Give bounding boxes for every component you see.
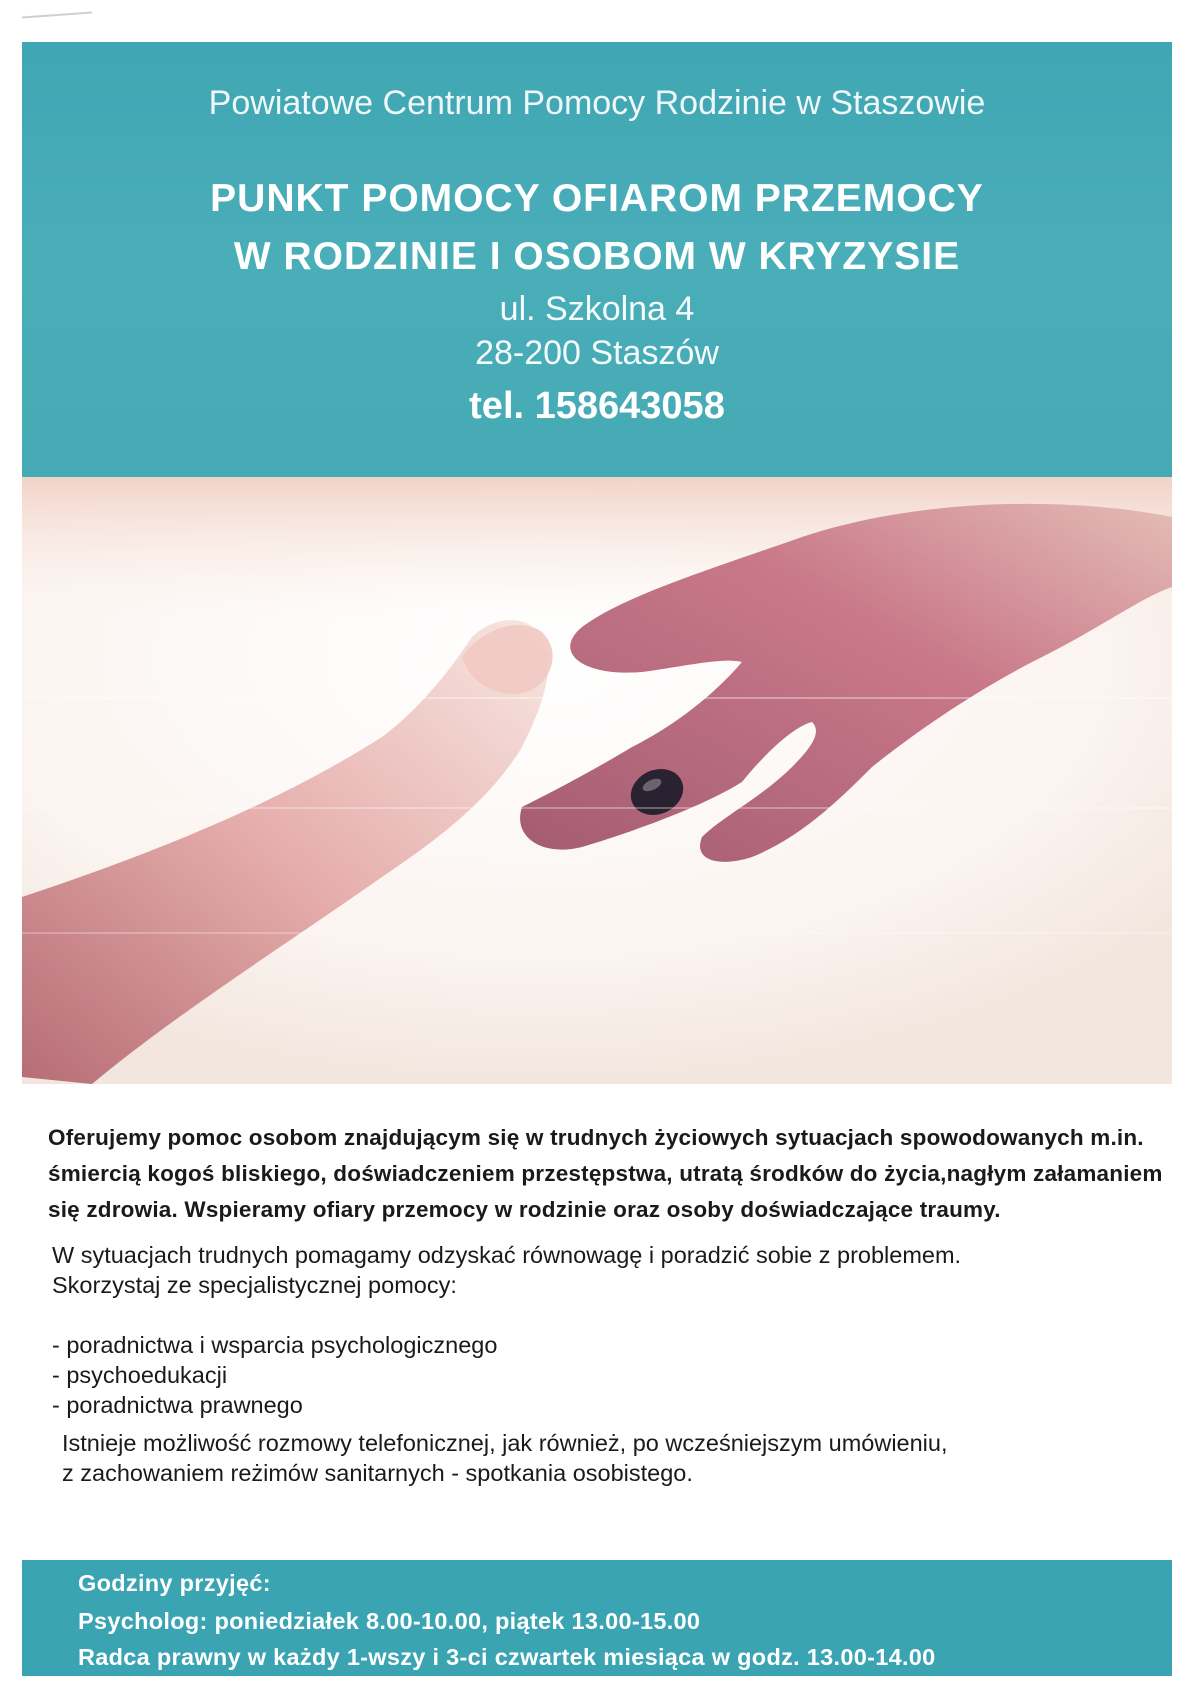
closing-line-1: Istnieje możliwość rozmowy telefonicznej, jak również, po wcześniejszym umówieniu,: [62, 1430, 948, 1456]
scan-mark: [22, 12, 92, 19]
lawyer-hours: Radca prawny w każdy 1-wszy i 3-ci czwartek miesiąca w godz. 13.00-14.00: [78, 1644, 936, 1670]
closing-line-2: z zachowaniem reżimów sanitarnych - spotkania osobistego.: [62, 1460, 693, 1486]
list-item: - poradnictwa i wsparcia psychologicznego: [52, 1332, 498, 1358]
list-item: - psychoedukacji: [52, 1362, 228, 1388]
address-city: 28-200 Staszów: [475, 334, 719, 372]
list-item: - poradnictwa prawnego: [52, 1392, 303, 1418]
psychologist-hours: Psycholog: poniedziałek 8.00-10.00, piątek 13.00-15.00: [78, 1608, 701, 1634]
address-street: ul. Szkolna 4: [499, 290, 695, 328]
description-section: [48, 1120, 1163, 1488]
intro-line-2: Skorzystaj ze specjalistycznej pomocy:: [52, 1272, 457, 1298]
phone-number: tel. 158643058: [469, 385, 725, 427]
intro-line-1: W sytuacjach trudnych pomagamy odzyskać równowagę i poradzić sobie z problemem.: [52, 1242, 962, 1268]
two-hands-reaching-photo: [22, 477, 1172, 1084]
services-list: [52, 1330, 1163, 1420]
title-line-1: PUNKT POMOCY OFIAROM PRZEMOCY: [210, 177, 984, 220]
header-banner: [22, 42, 1172, 477]
title-line-2: W RODZINIE I OSOBOM W KRYZYSIE: [233, 235, 961, 278]
office-hours-banner: [22, 1560, 1172, 1676]
lead-paragraph: Oferujemy pomoc osobom znajdującym się w trudnych życiowych sytuacjach spowodowanych m.in. śmiercią kogoś bliskiego, doświadczeniem przestępstwa, utratą środków do życia,nagłym załamaniem się zdrowia. Wspieramy ofiary przemocy w rodzinie oraz osoby doświadczające traumy.: [48, 1125, 1163, 1222]
office-hours-heading: Godziny przyjęć:: [78, 1570, 271, 1596]
organization-name: Powiatowe Centrum Pomocy Rodzinie w Staszowie: [208, 84, 986, 122]
